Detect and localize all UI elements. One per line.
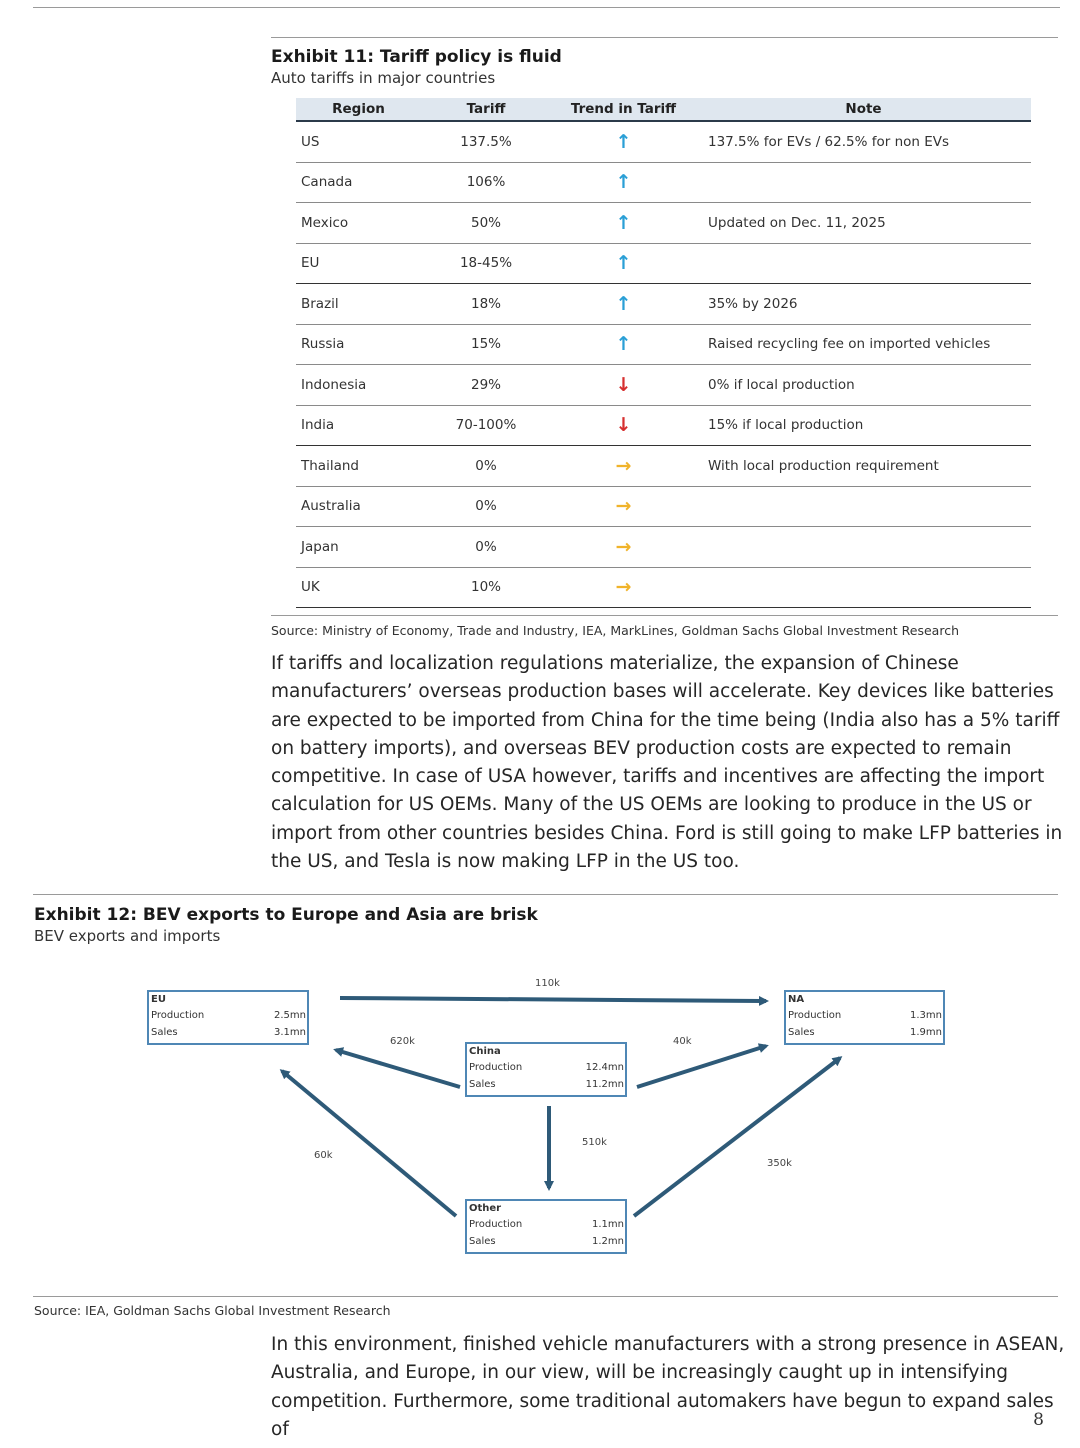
note-cell: With local production requirement xyxy=(696,446,1031,487)
flow-label-china-to-na: 40k xyxy=(673,1036,692,1047)
region-cell: Australia xyxy=(296,486,421,527)
node-other-production-value: 1.1mn xyxy=(592,1219,624,1230)
tariff-cell: 106% xyxy=(421,162,551,203)
node-na-sales-label: Sales xyxy=(788,1027,815,1038)
flow-label-china-to-other: 510k xyxy=(582,1137,607,1148)
node-china-sales-value: 11.2mn xyxy=(585,1079,624,1090)
tariff-cell: 0% xyxy=(421,446,551,487)
note-cell: 35% by 2026 xyxy=(696,284,1031,325)
column-header-region: Region xyxy=(296,98,421,121)
node-other-name: Other xyxy=(469,1203,502,1214)
trend-arrow-icon: → xyxy=(551,527,696,568)
flow-arrow-china-to-eu xyxy=(336,1050,460,1087)
node-na-production-label: Production xyxy=(788,1010,842,1021)
region-cell: UK xyxy=(296,567,421,608)
node-na xyxy=(784,990,945,1045)
region-cell: US xyxy=(296,121,421,162)
trend-arrow-icon: ↑ xyxy=(551,203,696,244)
exhibit11-title: Exhibit 11: Tariff policy is fluid xyxy=(271,47,562,67)
node-eu-name: EU xyxy=(151,994,166,1005)
column-header-trend: Trend in Tariff xyxy=(551,98,696,121)
node-other-sales-label: Sales xyxy=(469,1236,496,1247)
tariff-cell: 18-45% xyxy=(421,243,551,284)
note-cell: 15% if local production xyxy=(696,405,1031,446)
node-china xyxy=(465,1042,627,1097)
node-china-sales-label: Sales xyxy=(469,1079,496,1090)
region-cell: Russia xyxy=(296,324,421,365)
region-cell: India xyxy=(296,405,421,446)
trend-arrow-icon: → xyxy=(551,567,696,608)
body-paragraph-1: If tariffs and localization regulations materialize, the expansion of Chinese manufacturers’ overseas production bases will accelerate. Key devices like batteries are expected to be imported from China for the time being (India also has a 5% tariff on battery imports), and overseas BEV production costs are expected to remain competitive. In case of USA however, tariffs and incentives are affecting the import calculation for US OEMs. Many of the US OEMs are looking to produce in the US or import from other countries besides China. Ford is still going to make LFP batteries in the US, and Tesla is now making LFP in the US too. xyxy=(271,653,1063,873)
tariff-cell: 0% xyxy=(421,486,551,527)
region-cell: Canada xyxy=(296,162,421,203)
page-number: 8 xyxy=(1033,1410,1044,1430)
note-cell: 0% if local production xyxy=(696,365,1031,406)
trend-arrow-icon: ↑ xyxy=(551,284,696,325)
flow-label-other-to-eu: 60k xyxy=(314,1150,333,1161)
node-na-production-value: 1.3mn xyxy=(910,1010,942,1021)
note-cell: 137.5% for EVs / 62.5% for non EVs xyxy=(696,121,1031,162)
node-eu-production-label: Production xyxy=(151,1010,205,1021)
tariff-cell: 15% xyxy=(421,324,551,365)
node-eu-sales-label: Sales xyxy=(151,1027,178,1038)
node-na-sales-value: 1.9mn xyxy=(910,1027,942,1038)
region-cell: Indonesia xyxy=(296,365,421,406)
tariff-cell: 0% xyxy=(421,527,551,568)
node-china-production-value: 12.4mn xyxy=(585,1062,624,1073)
node-china-name: China xyxy=(469,1046,501,1057)
region-cell: Brazil xyxy=(296,284,421,325)
tariff-cell: 50% xyxy=(421,203,551,244)
node-na-name: NA xyxy=(788,994,805,1005)
tariff-cell: 137.5% xyxy=(421,121,551,162)
trend-arrow-icon: → xyxy=(551,446,696,487)
note-cell: Updated on Dec. 11, 2025 xyxy=(696,203,1031,244)
column-header-tariff: Tariff xyxy=(421,98,551,121)
exhibit12-subtitle: BEV exports and imports xyxy=(34,927,221,945)
tariff-cell: 29% xyxy=(421,365,551,406)
body-paragraph-2: In this environment, finished vehicle manufacturers with a strong presence in ASEAN, Australia, and Europe, in our view, will be increasingly caught up in intensifying competition. Furthermore, some traditional automakers have begun to expand sales of xyxy=(271,1334,1065,1440)
tariff-cell: 18% xyxy=(421,284,551,325)
node-china-production-label: Production xyxy=(469,1062,523,1073)
node-other xyxy=(465,1199,627,1254)
flow-arrow-eu-to-na xyxy=(340,998,766,1001)
trend-arrow-icon: ↓ xyxy=(551,365,696,406)
note-cell: Raised recycling fee on imported vehicles xyxy=(696,324,1031,365)
exhibit12-title: Exhibit 12: BEV exports to Europe and Asia are brisk xyxy=(34,905,538,925)
node-other-sales-value: 1.2mn xyxy=(592,1236,624,1247)
trend-arrow-icon: ↑ xyxy=(551,243,696,284)
node-eu-production-value: 2.5mn xyxy=(274,1010,306,1021)
flow-label-other-to-na: 350k xyxy=(767,1158,792,1169)
region-cell: Thailand xyxy=(296,446,421,487)
exhibit12-bottom-rule xyxy=(33,1296,1058,1297)
node-eu-sales-value: 3.1mn xyxy=(274,1027,306,1038)
region-cell: EU xyxy=(296,243,421,284)
trend-arrow-icon: ↓ xyxy=(551,405,696,446)
column-header-note: Note xyxy=(696,98,1031,121)
flow-arrow-other-to-na xyxy=(634,1058,840,1216)
exhibit11-subtitle: Auto tariffs in major countries xyxy=(271,69,496,87)
tariff-cell: 10% xyxy=(421,567,551,608)
tariff-cell: 70-100% xyxy=(421,405,551,446)
flow-label-china-to-eu: 620k xyxy=(390,1036,415,1047)
trend-arrow-icon: ↑ xyxy=(551,324,696,365)
trend-arrow-icon: → xyxy=(551,486,696,527)
exhibit11-source: Source: Ministry of Economy, Trade and Industry, IEA, MarkLines, Goldman Sachs Global Investment Research xyxy=(271,623,959,638)
region-cell: Mexico xyxy=(296,203,421,244)
node-other-production-label: Production xyxy=(469,1219,523,1230)
region-cell: Japan xyxy=(296,527,421,568)
flow-label-eu-to-na: 110k xyxy=(535,978,560,989)
flow-arrow-other-to-eu xyxy=(282,1071,456,1216)
exhibit12-source: Source: IEA, Goldman Sachs Global Investment Research xyxy=(34,1303,391,1318)
trend-arrow-icon: ↑ xyxy=(551,162,696,203)
trend-arrow-icon: ↑ xyxy=(551,121,696,162)
flow-arrow-china-to-na xyxy=(637,1046,766,1087)
node-eu xyxy=(147,990,309,1045)
